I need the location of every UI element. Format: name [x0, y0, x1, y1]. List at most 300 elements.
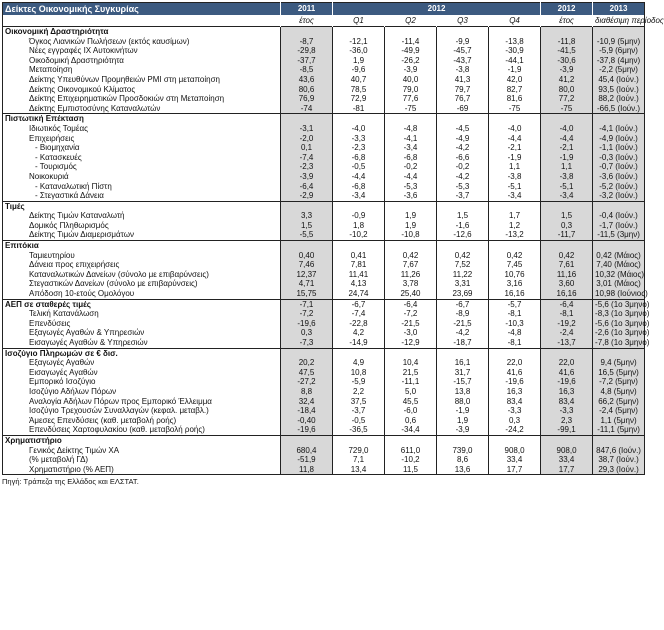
- value-cell: 10,76: [489, 270, 541, 280]
- value-cell: 11,5: [385, 465, 437, 475]
- value-cell: -7,2 (5μην): [593, 377, 645, 387]
- value-cell: 611,0: [385, 446, 437, 456]
- value-cell: -0,3 (Ιούν.): [593, 153, 645, 163]
- row-label: Εξαγωγές Αγαθών: [29, 358, 95, 368]
- table-row: [3, 279, 645, 289]
- row-label: Νοικοκυριά: [29, 171, 69, 181]
- value-cell: -3,4: [385, 143, 437, 153]
- value-cell: -2,3: [333, 143, 385, 153]
- value-cell: -3,4: [489, 191, 541, 201]
- value-cell: 1,1: [489, 162, 541, 172]
- value-cell: 81,6: [489, 94, 541, 104]
- value-cell: 16,1: [437, 358, 489, 368]
- value-cell: -3,2 (Ιούν.): [593, 191, 645, 201]
- value-cell: -11,1 (5μην): [593, 425, 645, 435]
- value-cell: -8,3 (1ο 3μηνο): [593, 309, 645, 319]
- value-cell: -22,8: [333, 319, 385, 329]
- value-cell: -3,4: [541, 191, 593, 201]
- section-value-cell: [385, 27, 437, 37]
- value-cell: 47,5: [281, 368, 333, 378]
- value-cell: -11,5 (3μην): [593, 230, 645, 240]
- row-label: Επενδύσεις: [29, 318, 71, 328]
- header-blank: [3, 15, 281, 27]
- value-cell: -21,5: [385, 319, 437, 329]
- row-label: Δείκτης Εμπιστοσύνης Καταναλωτών: [29, 103, 161, 113]
- value-cell: 7,67: [385, 260, 437, 270]
- table-row: [3, 358, 645, 368]
- value-cell: -19,2: [541, 319, 593, 329]
- table-row: [3, 425, 645, 435]
- value-cell: -2,2 (5μην): [593, 65, 645, 75]
- value-cell: -5,1: [489, 182, 541, 192]
- value-cell: -0,2: [385, 162, 437, 172]
- value-cell: -15,7: [437, 377, 489, 387]
- row-label: Δείκτης Οικονομικού Κλίματος: [29, 84, 136, 94]
- table-row: [3, 221, 645, 231]
- value-cell: 9,4 (5μην): [593, 358, 645, 368]
- value-cell: 0,3: [541, 221, 593, 231]
- value-cell: -1,1 (Ιούν.): [593, 143, 645, 153]
- value-cell: -36,0: [333, 46, 385, 56]
- value-cell: -41,5: [541, 46, 593, 56]
- value-cell: -11,4: [385, 37, 437, 47]
- value-cell: -5,3: [385, 182, 437, 192]
- section-value-cell: [333, 27, 385, 37]
- value-cell: 33,4: [541, 455, 593, 465]
- value-cell: 1,9: [385, 221, 437, 231]
- value-cell: -2,4 (5μην): [593, 406, 645, 416]
- header-col-q2: Q2: [385, 15, 437, 27]
- row-label: Εξαγωγές Αγαθών & Υπηρεσιών: [29, 328, 145, 338]
- value-cell: 16,16: [541, 289, 593, 299]
- row-label: (% μεταβολή ΓΔ): [29, 455, 89, 465]
- value-cell: 13,4: [333, 465, 385, 475]
- table-row: [3, 172, 645, 182]
- section-value-cell: [541, 201, 593, 211]
- section-value-cell: [333, 201, 385, 211]
- value-cell: 0,42: [489, 251, 541, 261]
- value-cell: 4,8 (5μην): [593, 387, 645, 397]
- section-value-cell: [437, 435, 489, 445]
- value-cell: -4,2: [437, 172, 489, 182]
- table-row: [3, 465, 645, 475]
- value-cell: 16,5 (5μην): [593, 368, 645, 378]
- value-cell: 83,4: [541, 397, 593, 407]
- value-cell: -4,0: [333, 124, 385, 134]
- section-value-cell: [489, 27, 541, 37]
- value-cell: 76,9: [281, 94, 333, 104]
- row-label: Όγκος Λιανικών Πωλήσεων (εκτός καυσίμων): [29, 36, 190, 46]
- value-cell: -11,8: [541, 37, 593, 47]
- value-cell: 80,6: [281, 85, 333, 95]
- table-row: [3, 455, 645, 465]
- value-cell: -2,1: [489, 143, 541, 153]
- value-cell: -27,2: [281, 377, 333, 387]
- value-cell: -14,9: [333, 338, 385, 348]
- section-value-cell: [437, 114, 489, 124]
- value-cell: -26,2: [385, 56, 437, 66]
- section-title: Τιμές: [3, 201, 281, 211]
- section-value-cell: [385, 241, 437, 251]
- value-cell: 88,0: [437, 397, 489, 407]
- value-cell: 1,8: [333, 221, 385, 231]
- value-cell: -34,4: [385, 425, 437, 435]
- value-cell: 17,7: [489, 465, 541, 475]
- section-value-cell: [385, 201, 437, 211]
- header-year-2012-quarters: 2012: [333, 3, 541, 16]
- table-row: [3, 134, 645, 144]
- value-cell: 41,3: [437, 75, 489, 85]
- section-value-cell: [281, 435, 333, 445]
- section-header-row: [3, 348, 645, 358]
- value-cell: 0,41: [333, 251, 385, 261]
- value-cell: 12,37: [281, 270, 333, 280]
- row-label: Άμεσες Επενδύσεις (καθ. μεταβολή ροής): [29, 415, 177, 425]
- value-cell: -5,3: [437, 182, 489, 192]
- value-cell: -4,5: [437, 124, 489, 134]
- value-cell: 38,7 (Ιούν.): [593, 455, 645, 465]
- table-title: Δείκτες Οικονομικής Συγκυρίας: [3, 3, 281, 16]
- row-label: - Καταναλωτική Πίστη: [35, 181, 112, 191]
- section-value-cell: [437, 27, 489, 37]
- value-cell: -11,7: [541, 230, 593, 240]
- value-cell: 24,74: [333, 289, 385, 299]
- value-cell: 79,7: [437, 85, 489, 95]
- value-cell: 16,3: [541, 387, 593, 397]
- value-cell: -0,2: [437, 162, 489, 172]
- value-cell: 0,3: [489, 416, 541, 426]
- value-cell: -5,9: [333, 377, 385, 387]
- value-cell: -0,9: [333, 211, 385, 221]
- section-value-cell: [437, 348, 489, 358]
- value-cell: 729,0: [333, 446, 385, 456]
- row-label: Δείκτης Τιμών Καταναλωτή: [29, 211, 125, 221]
- value-cell: -74: [281, 104, 333, 114]
- value-cell: -44,1: [489, 56, 541, 66]
- value-cell: -8,1: [489, 309, 541, 319]
- value-cell: -4,4: [333, 172, 385, 182]
- value-cell: 83,4: [489, 397, 541, 407]
- value-cell: -4,8: [489, 328, 541, 338]
- value-cell: 79,0: [385, 85, 437, 95]
- section-header-row: [3, 435, 645, 445]
- value-cell: -10,2: [385, 455, 437, 465]
- value-cell: 5,0: [385, 387, 437, 397]
- value-cell: -4,1 (Ιούν.): [593, 124, 645, 134]
- header-col-q4: Q4: [489, 15, 541, 27]
- row-label: Δομικός Πληθωρισμός: [29, 220, 109, 230]
- table-row: [3, 406, 645, 416]
- value-cell: -43,7: [437, 56, 489, 66]
- section-value-cell: -6,4: [541, 299, 593, 309]
- value-cell: 11,16: [541, 270, 593, 280]
- value-cell: -19,6: [489, 377, 541, 387]
- value-cell: 0,1: [281, 143, 333, 153]
- value-cell: -3,8: [489, 172, 541, 182]
- value-cell: 11,8: [281, 465, 333, 475]
- value-cell: 80,0: [541, 85, 593, 95]
- value-cell: 1,9: [437, 416, 489, 426]
- value-cell: 1,7: [489, 211, 541, 221]
- value-cell: -12,9: [385, 338, 437, 348]
- value-cell: 25,40: [385, 289, 437, 299]
- value-cell: 7,81: [333, 260, 385, 270]
- value-cell: -12,6: [437, 230, 489, 240]
- section-value-cell: -6,7: [333, 299, 385, 309]
- section-header-row: [3, 27, 645, 37]
- table-row: [3, 319, 645, 329]
- row-label: - Κατασκευές: [35, 152, 82, 162]
- value-cell: 22,0: [489, 358, 541, 368]
- value-cell: 17,7: [541, 465, 593, 475]
- table-row: [3, 328, 645, 338]
- table-row: [3, 368, 645, 378]
- table-row: [3, 65, 645, 75]
- value-cell: -4,4: [489, 134, 541, 144]
- value-cell: 15,75: [281, 289, 333, 299]
- value-cell: -18,7: [437, 338, 489, 348]
- value-cell: 680,4: [281, 446, 333, 456]
- value-cell: -8,1: [541, 309, 593, 319]
- section-value-cell: [385, 435, 437, 445]
- table-row: [3, 124, 645, 134]
- value-cell: 20,2: [281, 358, 333, 368]
- section-value-cell: [385, 348, 437, 358]
- value-cell: 78,5: [333, 85, 385, 95]
- value-cell: -24,2: [489, 425, 541, 435]
- value-cell: 8,8: [281, 387, 333, 397]
- value-cell: -30,9: [489, 46, 541, 56]
- table-row: [3, 37, 645, 47]
- value-cell: 42,0: [489, 75, 541, 85]
- value-cell: 7,52: [437, 260, 489, 270]
- value-cell: -0,5: [333, 416, 385, 426]
- value-cell: -2,0: [281, 134, 333, 144]
- value-cell: -4,0: [541, 124, 593, 134]
- table-row: [3, 75, 645, 85]
- value-cell: -30,6: [541, 56, 593, 66]
- value-cell: 11,26: [385, 270, 437, 280]
- value-cell: -10,2: [333, 230, 385, 240]
- value-cell: -37,8 (4μην): [593, 56, 645, 66]
- source-note: Πηγή: Τράπεζα της Ελλάδος και ΕΛΣΤΑΤ.: [2, 477, 139, 487]
- value-cell: 0,6: [385, 416, 437, 426]
- value-cell: 1,5: [281, 221, 333, 231]
- value-cell: -4,0: [489, 124, 541, 134]
- section-value-cell: [333, 241, 385, 251]
- value-cell: 8,6: [437, 455, 489, 465]
- value-cell: -45,7: [437, 46, 489, 56]
- value-cell: 3,78: [385, 279, 437, 289]
- section-value-cell: -6,4: [385, 299, 437, 309]
- row-label: Νέες εγγραφές ΙΧ Αυτοκινήτων: [29, 46, 138, 56]
- value-cell: -3,0: [385, 328, 437, 338]
- section-title: Χρηματιστήριο: [3, 435, 281, 445]
- value-cell: 3,31: [437, 279, 489, 289]
- row-label: Μεταποίηση: [29, 65, 73, 75]
- value-cell: -4,1: [385, 134, 437, 144]
- value-cell: 7,45: [489, 260, 541, 270]
- value-cell: 0,42 (Μάιος): [593, 251, 645, 261]
- value-cell: 11,41: [333, 270, 385, 280]
- value-cell: -6,6: [437, 153, 489, 163]
- header-col-available-period: διαθέσιμη περίοδος: [593, 15, 645, 27]
- value-cell: -7,3: [281, 338, 333, 348]
- row-label: Ιδιωτικός Τομέας: [29, 123, 88, 133]
- section-value-cell: [489, 201, 541, 211]
- value-cell: -7,4: [333, 309, 385, 319]
- table-row: [3, 377, 645, 387]
- value-cell: 37,5: [333, 397, 385, 407]
- section-value-cell: [541, 241, 593, 251]
- section-value-cell: [281, 27, 333, 37]
- value-cell: -0,7 (Ιούν.): [593, 162, 645, 172]
- value-cell: -2,6 (1ο 3μηνο): [593, 328, 645, 338]
- value-cell: -9,6: [333, 65, 385, 75]
- value-cell: -18,4: [281, 406, 333, 416]
- value-cell: -1,9: [541, 153, 593, 163]
- table-row: [3, 85, 645, 95]
- value-cell: 739,0: [437, 446, 489, 456]
- value-cell: 77,2: [541, 94, 593, 104]
- header-col-year: έτος: [281, 15, 333, 27]
- value-cell: -2,4: [541, 328, 593, 338]
- table-row: [3, 94, 645, 104]
- value-cell: 11,22: [437, 270, 489, 280]
- row-label: Ισοζύγιο Αδήλων Πόρων: [29, 386, 117, 396]
- value-cell: 72,9: [333, 94, 385, 104]
- value-cell: -19,6: [541, 377, 593, 387]
- header-year-2012-annual: 2012: [541, 3, 593, 16]
- value-cell: -8,5: [281, 65, 333, 75]
- section-value-cell: [593, 201, 645, 211]
- value-cell: 3,3: [281, 211, 333, 221]
- section-value-cell: [593, 435, 645, 445]
- section-value-cell: [541, 435, 593, 445]
- value-cell: -8,9: [437, 309, 489, 319]
- value-cell: -13,8: [489, 37, 541, 47]
- value-cell: -8,1: [489, 338, 541, 348]
- value-cell: -3,9: [541, 65, 593, 75]
- value-cell: -13,7: [541, 338, 593, 348]
- value-cell: 32,4: [281, 397, 333, 407]
- value-cell: -19,6: [281, 319, 333, 329]
- row-label: - Τουρισμός: [35, 162, 77, 172]
- value-cell: 10,32 (Μάιος): [593, 270, 645, 280]
- value-cell: 88,2 (Ιούν.): [593, 94, 645, 104]
- section-value-cell: [489, 241, 541, 251]
- value-cell: 908,0: [541, 446, 593, 456]
- section-value-cell: [593, 348, 645, 358]
- value-cell: -81: [333, 104, 385, 114]
- value-cell: -3,1: [281, 124, 333, 134]
- value-cell: -4,2: [437, 143, 489, 153]
- header-row-periods: [3, 15, 645, 27]
- row-label: Δείκτης Τιμών Διαμερισμάτων: [29, 230, 134, 240]
- section-value-cell: [437, 201, 489, 211]
- value-cell: -66,5 (Ιούν.): [593, 104, 645, 114]
- table-row: [3, 397, 645, 407]
- section-value-cell: -5,6 (1ο 3μηνο): [593, 299, 645, 309]
- value-cell: -0,40: [281, 416, 333, 426]
- section-value-cell: [281, 348, 333, 358]
- value-cell: 1,1: [541, 162, 593, 172]
- section-value-cell: [437, 241, 489, 251]
- value-cell: 0,42: [541, 251, 593, 261]
- value-cell: -2,9: [281, 191, 333, 201]
- table-row: [3, 182, 645, 192]
- value-cell: -6,0: [385, 406, 437, 416]
- header-col-q3: Q3: [437, 15, 489, 27]
- row-label: Αναλογία Αδήλων Πόρων προς Εμπορικό Έλλειμμα: [29, 396, 212, 406]
- value-cell: -5,5: [281, 230, 333, 240]
- value-cell: -9,9: [437, 37, 489, 47]
- value-cell: 4,2: [333, 328, 385, 338]
- value-cell: -4,9: [437, 134, 489, 144]
- value-cell: -6,8: [385, 153, 437, 163]
- value-cell: 13,8: [437, 387, 489, 397]
- table-row: [3, 46, 645, 56]
- section-title: Ισοζύγιο Πληρωμών σε € δισ.: [3, 348, 281, 358]
- row-label: Στεγαστικών Δανείων (σύνολο με επιβαρύνσεις): [29, 279, 198, 289]
- value-cell: 13,6: [437, 465, 489, 475]
- section-value-cell: [281, 114, 333, 124]
- table-row: [3, 289, 645, 299]
- table-row: [3, 56, 645, 66]
- section-value-cell: [281, 241, 333, 251]
- section-title: Οικονομική Δραστηριότητα: [3, 27, 281, 37]
- header-col-year-2012: έτος: [541, 15, 593, 27]
- value-cell: -4,4: [541, 134, 593, 144]
- value-cell: -29,8: [281, 46, 333, 56]
- section-value-cell: [489, 348, 541, 358]
- value-cell: -3,4: [333, 191, 385, 201]
- value-cell: 1,9: [385, 211, 437, 221]
- section-value-cell: [281, 201, 333, 211]
- indicators-table-wrapper: [2, 2, 664, 487]
- row-label: Εισαγωγές Αγαθών & Υπηρεσιών: [29, 338, 148, 347]
- value-cell: 4,13: [333, 279, 385, 289]
- header-col-q1: Q1: [333, 15, 385, 27]
- value-cell: 40,7: [333, 75, 385, 85]
- section-value-cell: [489, 435, 541, 445]
- value-cell: -49,9: [385, 46, 437, 56]
- economic-indicators-table: [2, 2, 664, 475]
- value-cell: -5,1: [541, 182, 593, 192]
- value-cell: 3,01 (Μάιος): [593, 279, 645, 289]
- value-cell: 23,69: [437, 289, 489, 299]
- value-cell: 31,7: [437, 368, 489, 378]
- table-row: [3, 260, 645, 270]
- section-header-row: [3, 114, 645, 124]
- value-cell: 0,42: [437, 251, 489, 261]
- value-cell: -7,2: [281, 309, 333, 319]
- value-cell: -3,6 (Ιούν.): [593, 172, 645, 182]
- section-header-row: [3, 299, 645, 309]
- section-value-cell: [333, 348, 385, 358]
- row-label: Εμπορικό Ισοζύγιο: [29, 377, 96, 387]
- section-value-cell: [593, 241, 645, 251]
- table-row: [3, 270, 645, 280]
- value-cell: 908,0: [489, 446, 541, 456]
- value-cell: -75: [541, 104, 593, 114]
- value-cell: -3,3: [541, 406, 593, 416]
- section-value-cell: [333, 114, 385, 124]
- value-cell: -5,6 (1ο 3μηνο): [593, 319, 645, 329]
- value-cell: 77,6: [385, 94, 437, 104]
- section-value-cell: [593, 114, 645, 124]
- value-cell: -3,6: [385, 191, 437, 201]
